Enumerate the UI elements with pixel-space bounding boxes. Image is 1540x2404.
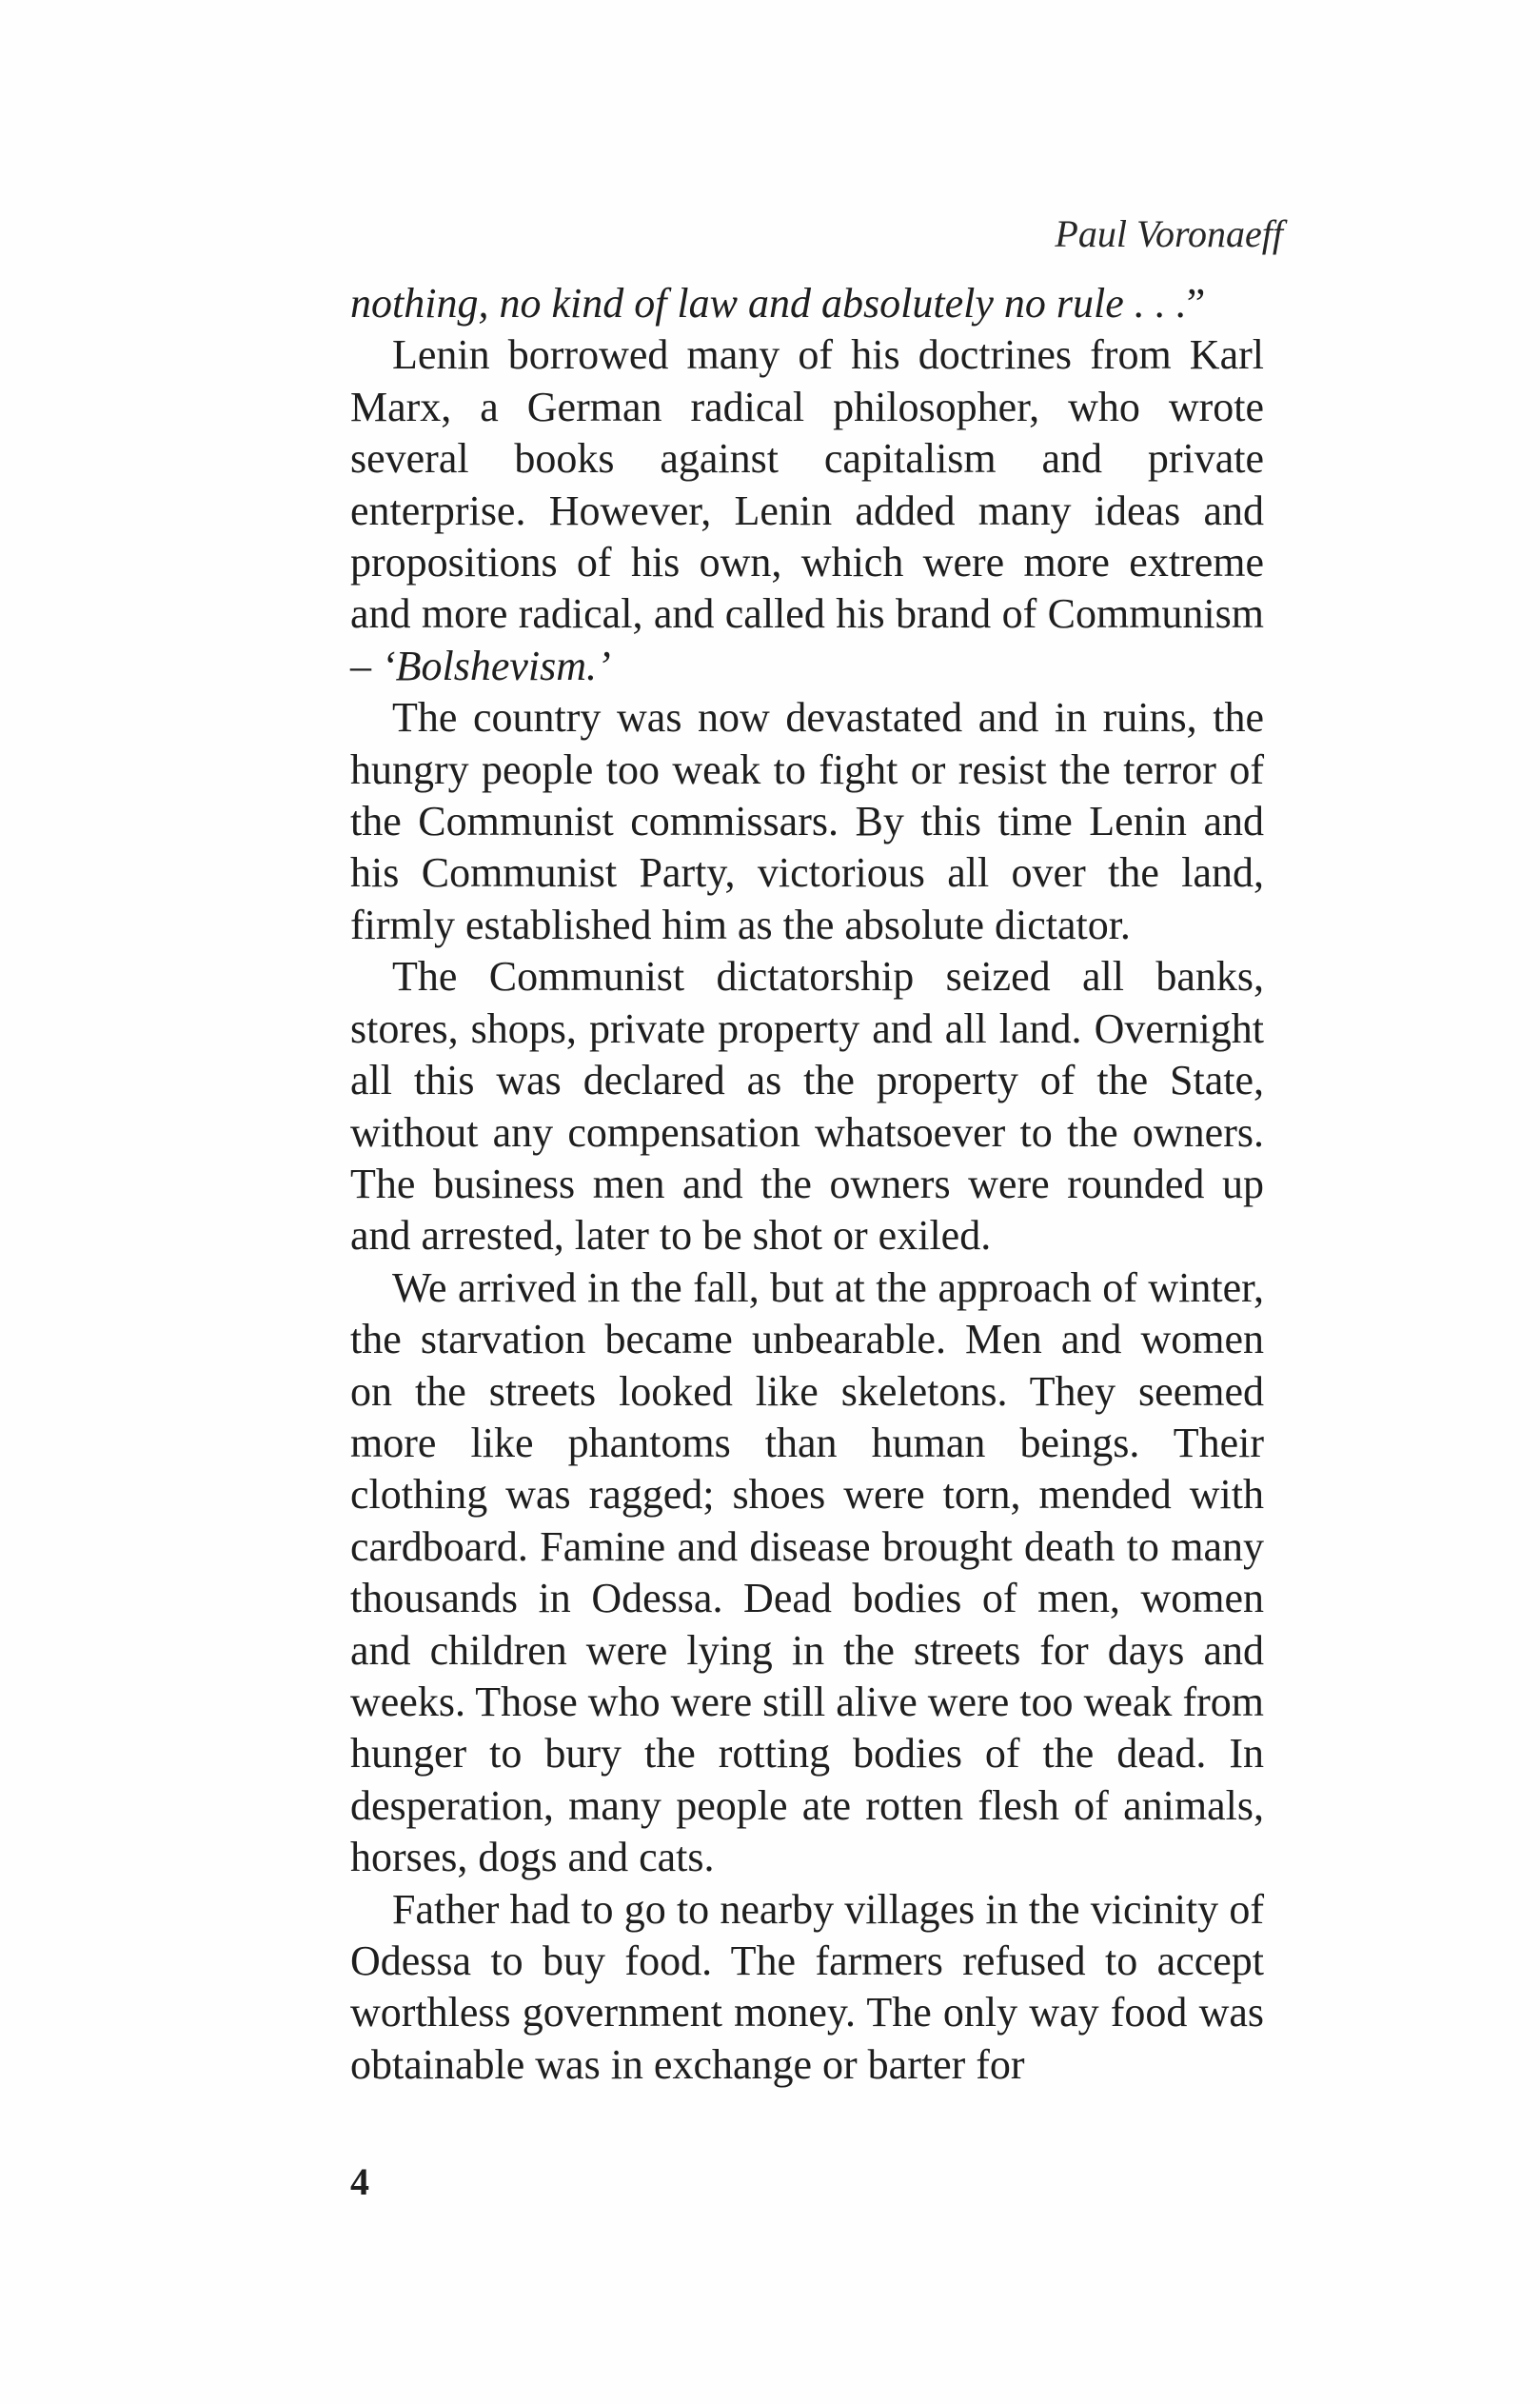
paragraph-lenin-doctrines — [350, 329, 1264, 692]
paragraph-father-food: Father had to go to nearby villages in the vicinity of Odessa to buy food. The farmers refused to accept worthless government money. The only way food was obtainable was in exchange or barter for — [350, 1885, 1264, 2088]
running-header: Paul Voronaeff — [1055, 212, 1283, 255]
body-text — [350, 278, 1264, 2091]
paragraph-quote-end — [350, 278, 1264, 329]
page-number: 4 — [350, 2160, 369, 2203]
paragraph-dictatorship: The Communist dictatorship seized all banks, stores, shops, private property and all land. Overnight all this was declared as the property of the State, without any compensation whatsoever to the owners. The business men and the owners were rounded up and arrested, later to be shot or exiled. — [350, 953, 1264, 1260]
closing-quote-mark: ” — [1186, 280, 1206, 327]
bolshevism-term: ‘Bolshevism.’ — [382, 642, 611, 689]
paragraph-lenin-text: Lenin borrowed many of his doctrines from Karl Marx, a German radical philosopher, who wrote several books against capitalism and private enterprise. However, Lenin added many ideas and propositions of his own, which were more extreme and more radical, and called his brand of Communism – — [350, 331, 1264, 689]
quote-tail: nothing, no kind of law and absolutely no rule . . . — [350, 280, 1187, 327]
paragraph-starvation: We arrived in the fall, but at the approach of winter, the starvation became unbearable. Men and women on the streets looked like skeletons. They seemed more like phantoms than human beings. Their clothing was ragged; shoes were torn, mended with cardboard. Famine and disease brought death to many thousands in Odessa. Dead bodies of men, women and children were lying in the streets for days and weeks. Those who were still alive were too weak from hunger to bury the rotting bodies of the dead. In desperation, many people ate rotten flesh of animals, horses, dogs and cats. — [350, 1263, 1264, 1881]
paragraph-devastation: The country was now devastated and in ruins, the hungry people too weak to fight or resist the terror of the Communist commissars. By this time Lenin and his Communist Party, victorious all over the land, firmly established him as the absolute dictator. — [350, 694, 1264, 948]
